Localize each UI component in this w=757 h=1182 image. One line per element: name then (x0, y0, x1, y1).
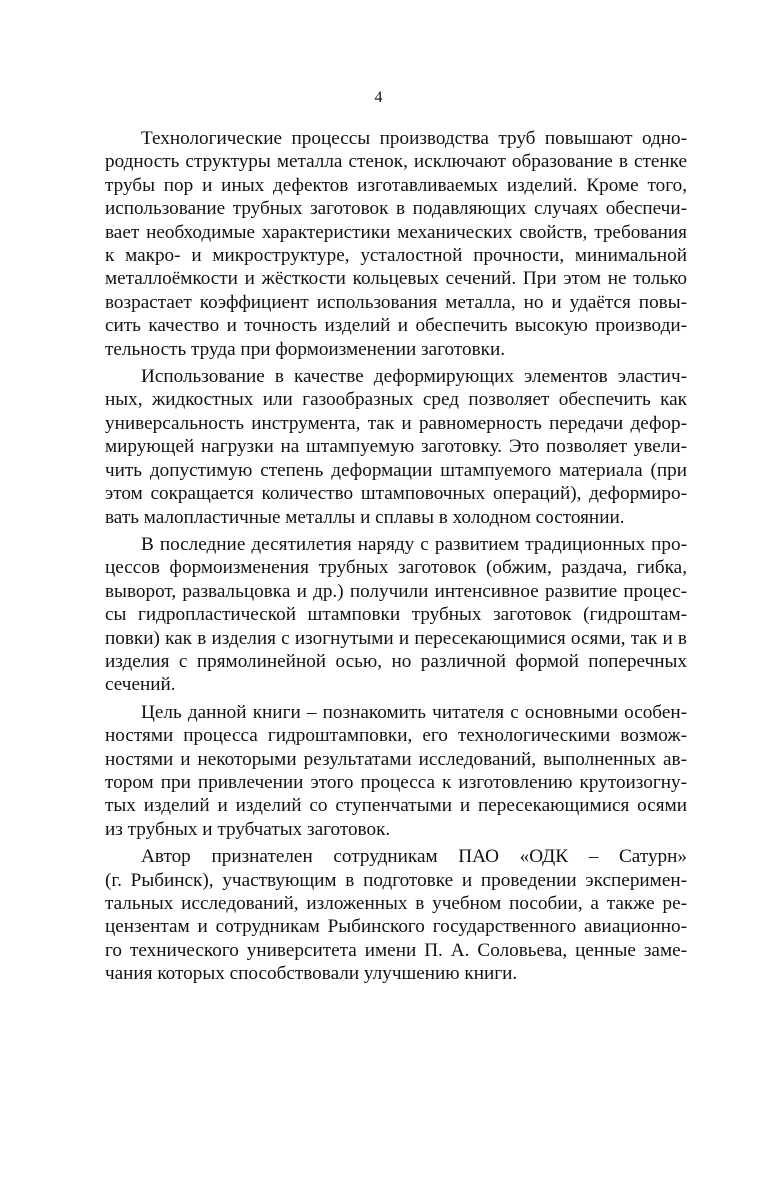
text-line: сить качество и точность изделий и обеспечить высокую производи- (105, 315, 687, 337)
text-line: чить допустимую степень деформации штампуемого материала (при (105, 459, 687, 481)
text-line: использование трубных заготовок в подавляющих случаях обеспечи- (105, 198, 687, 220)
paragraph (105, 701, 687, 841)
text-line: Автор признателен сотрудникам ПАО «ОДК – Сатурн» (141, 846, 687, 868)
text-line: родность структуры металла стенок, исключают образование в стенке (105, 151, 687, 173)
text-line: тором при привлечении этого процесса к изготовлению крутоизогну- (105, 771, 687, 793)
text-line: тальных исследований, изложенных в учебном пособии, а также ре- (105, 893, 687, 914)
text-line: металлоёмкости и жёсткости кольцевых сечений. При этом не только (105, 268, 687, 290)
text-line: (г. Рыбинск), участвующим в подготовке и проведении эксперимен- (105, 869, 687, 891)
paragraph (105, 533, 687, 697)
paragraph (105, 365, 687, 529)
text-line: Технологические процессы производства труб повышают одно- (141, 128, 687, 149)
text-line: тых изделий и изделий со ступенчатыми и пересекающимися осями (105, 795, 687, 817)
text-line: трубы пор и иных дефектов изготавливаемых изделий. Кроме того, (105, 174, 687, 196)
text-line: этом сокращается количество штамповочных операций), деформиро- (105, 483, 687, 505)
text-line: выворот, развальцовка и др.) получили интенсивное развитие процес- (105, 580, 687, 602)
text-line: Использование в качестве деформирующих элементов эластич- (141, 366, 687, 388)
text-line: из трубных и трубчатых заготовок. (105, 818, 391, 840)
text-line: вать малопластичные металлы и сплавы в холодном состоянии. (105, 506, 625, 528)
text-line: изделия с прямолинейной осью, но различной формой поперечных (105, 650, 687, 672)
text-line: сечений. (105, 674, 176, 696)
text-line: возрастает коэффициент использования металла, но и удаётся повы- (105, 291, 687, 313)
text-line: повки) как в изделия с изогнутыми и пересекающимися осями, так и в (105, 627, 687, 649)
text-line: сы гидропластической штамповки трубных заготовок (гидроштам- (105, 604, 687, 626)
body-text (105, 127, 687, 990)
text-line: к макро- и микроструктуре, усталостной прочности, минимальной (105, 245, 687, 267)
text-line: цессов формоизменения трубных заготовок (обжим, раздача, гибка, (105, 557, 687, 579)
text-line: тельность труда при формоизменении заготовки. (105, 338, 506, 360)
text-line: ностями процесса гидроштамповки, его технологическими возмож- (105, 725, 687, 747)
text-line: го технического университета имени П. А. Соловьева, ценные заме- (105, 939, 687, 961)
text-line: В последние десятилетия наряду с развитием традиционных про- (141, 533, 687, 555)
text-line: ностями и некоторыми результатами исследований, выполненных ав- (105, 748, 687, 770)
text-line: Цель данной книги – познакомить читателя с основными особен- (141, 701, 687, 723)
paragraph (105, 127, 687, 361)
text-line: универсальность инструмента, так и равномерность передачи дефор- (105, 412, 687, 434)
text-line: ных, жидкостных или газообразных сред позволяет обеспечить как (105, 389, 687, 411)
text-line: чания которых способствовали улучшению книги. (105, 963, 518, 985)
text-line: вает необходимые характеристики механических свойств, требования (105, 221, 687, 243)
text-line: мирующей нагрузки на штампуемую заготовку. Это позволяет увели- (105, 436, 687, 458)
paragraph (105, 845, 687, 985)
text-line: цензентам и сотрудникам Рыбинского государственного авиационно- (105, 916, 687, 938)
page-number: 4 (374, 89, 383, 106)
